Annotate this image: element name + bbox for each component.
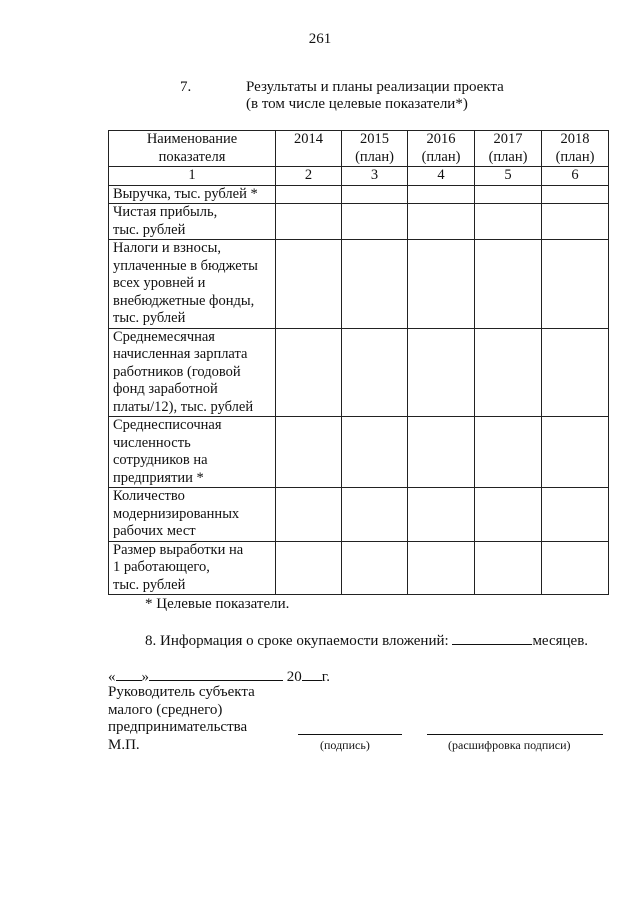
value-cell[interactable] (408, 328, 475, 417)
column-index: 6 (542, 167, 609, 186)
value-cell[interactable] (408, 417, 475, 488)
value-cell[interactable] (408, 204, 475, 240)
value-cell[interactable] (276, 488, 342, 542)
results-plans-table (108, 130, 609, 595)
signature-decoding-field[interactable] (427, 734, 603, 735)
table-row (109, 204, 609, 240)
value-cell[interactable] (342, 488, 408, 542)
value-cell[interactable] (276, 417, 342, 488)
indicator-name-line: фонд заработной (113, 381, 218, 397)
value-cell[interactable] (408, 541, 475, 595)
date-open-quote: « (108, 669, 116, 685)
date-line (108, 666, 330, 686)
section-8-text: 8. Информация о сроке окупаемости вложений: (145, 633, 449, 649)
header-year-2016: 2016 (план) (408, 131, 475, 167)
value-cell[interactable] (475, 328, 542, 417)
indicator-name-line: начисленная зарплата (113, 346, 248, 362)
value-cell[interactable] (408, 240, 475, 329)
indicator-name-line: Выручка, тыс. рублей * (113, 185, 258, 202)
section-7-title (180, 79, 504, 96)
table-row (109, 417, 609, 488)
section-7-title-text: Результаты и планы реализации проекта (246, 79, 504, 95)
signature-decoding-caption: (расшифровка подписи) (448, 738, 571, 752)
payback-months-blank[interactable] (452, 630, 532, 645)
indicator-name-line: Размер выработки на (113, 541, 244, 558)
indicator-name-line: тыс. рублей (113, 221, 186, 238)
value-cell[interactable] (342, 204, 408, 240)
indicator-name-line: уплаченные в бюджеты (113, 257, 258, 274)
column-index: 3 (342, 167, 408, 186)
table-row (109, 541, 609, 595)
value-cell[interactable] (542, 488, 609, 542)
indicator-name-line: модернизированных (113, 505, 240, 522)
value-cell[interactable] (276, 541, 342, 595)
value-cell[interactable] (276, 240, 342, 329)
value-cell[interactable] (342, 185, 408, 204)
signatory-block (108, 684, 255, 754)
indicator-name-line: предприятии * (113, 469, 204, 486)
indicator-name-line: Среднесписочная (113, 417, 222, 433)
indicator-name-line: Чистая прибыль, (113, 204, 218, 220)
header-year-2017: 2017 (план) (475, 131, 542, 167)
indicator-name (109, 417, 276, 488)
column-index-row (109, 167, 609, 186)
table-header-row (109, 131, 609, 167)
indicator-name (109, 328, 276, 417)
section-8-suffix: месяцев. (532, 633, 589, 649)
table-row (109, 328, 609, 417)
indicator-name-line: рабочих мест (113, 523, 196, 539)
column-index: 4 (408, 167, 475, 186)
indicator-name-line: численность (113, 434, 191, 451)
value-cell[interactable] (542, 204, 609, 240)
value-cell[interactable] (542, 185, 609, 204)
column-index: 2 (276, 167, 342, 186)
indicator-name (109, 541, 276, 595)
page-number: 261 (308, 31, 332, 47)
indicator-name-line: Налоги и взносы, (113, 240, 221, 256)
month-blank[interactable] (149, 666, 283, 681)
header-year-2018: 2018 (план) (542, 131, 609, 167)
footnote-target-indicators: * Целевые показатели. (145, 596, 290, 612)
indicator-name (109, 185, 276, 204)
value-cell[interactable] (475, 240, 542, 329)
year-prefix: 20 (286, 669, 302, 685)
column-index: 1 (109, 167, 276, 186)
signatory-line: предпринимательства (108, 719, 248, 735)
date-close-quote: » (141, 669, 149, 685)
value-cell[interactable] (276, 328, 342, 417)
value-cell[interactable] (342, 541, 408, 595)
indicator-name-line: сотрудников на (113, 452, 208, 468)
signature-caption: (подпись) (320, 738, 370, 752)
value-cell[interactable] (475, 185, 542, 204)
value-cell[interactable] (475, 488, 542, 542)
value-cell[interactable] (276, 185, 342, 204)
section-7-subtitle: (в том числе целевые показатели*) (246, 96, 468, 112)
header-year-2014: 2014 (276, 131, 342, 167)
indicator-name (109, 240, 276, 329)
value-cell[interactable] (408, 488, 475, 542)
value-cell[interactable] (475, 417, 542, 488)
indicator-name-line: Количество (113, 488, 185, 504)
header-year-2015: 2015 (план) (342, 131, 408, 167)
value-cell[interactable] (475, 204, 542, 240)
value-cell[interactable] (542, 541, 609, 595)
indicator-name (109, 488, 276, 542)
signatory-line: малого (среднего) (108, 701, 223, 718)
year-suffix: г. (321, 669, 330, 685)
indicator-name-line: работников (годовой (113, 363, 241, 380)
signatory-line: Руководитель субъекта (108, 684, 255, 700)
value-cell[interactable] (542, 328, 609, 417)
indicator-name (109, 204, 276, 240)
section-8-payback (145, 630, 588, 650)
signature-field[interactable] (298, 734, 402, 735)
day-blank[interactable] (116, 666, 142, 681)
column-index: 5 (475, 167, 542, 186)
value-cell[interactable] (342, 328, 408, 417)
value-cell[interactable] (542, 240, 609, 329)
section-7-number: 7. (180, 79, 192, 95)
table-row (109, 185, 609, 204)
stamp-place: М.П. (108, 736, 140, 753)
value-cell[interactable] (276, 204, 342, 240)
indicator-name-line: тыс. рублей (113, 576, 186, 593)
value-cell[interactable] (342, 240, 408, 329)
value-cell[interactable] (342, 417, 408, 488)
indicator-name-line: тыс. рублей (113, 310, 186, 326)
indicator-name-line: платы/12), тыс. рублей (113, 398, 254, 415)
indicator-name-line: Среднемесячная (113, 328, 215, 345)
year-blank[interactable] (302, 666, 322, 681)
value-cell[interactable] (408, 185, 475, 204)
indicator-name-line: 1 работающего, (113, 559, 210, 575)
table-row (109, 240, 609, 329)
value-cell[interactable] (475, 541, 542, 595)
indicator-name-line: всех уровней и (113, 275, 206, 291)
value-cell[interactable] (542, 417, 609, 488)
table-row (109, 488, 609, 542)
indicator-name-line: внебюджетные фонды, (113, 292, 255, 309)
header-indicator-name: Наименование показателя (109, 131, 276, 167)
